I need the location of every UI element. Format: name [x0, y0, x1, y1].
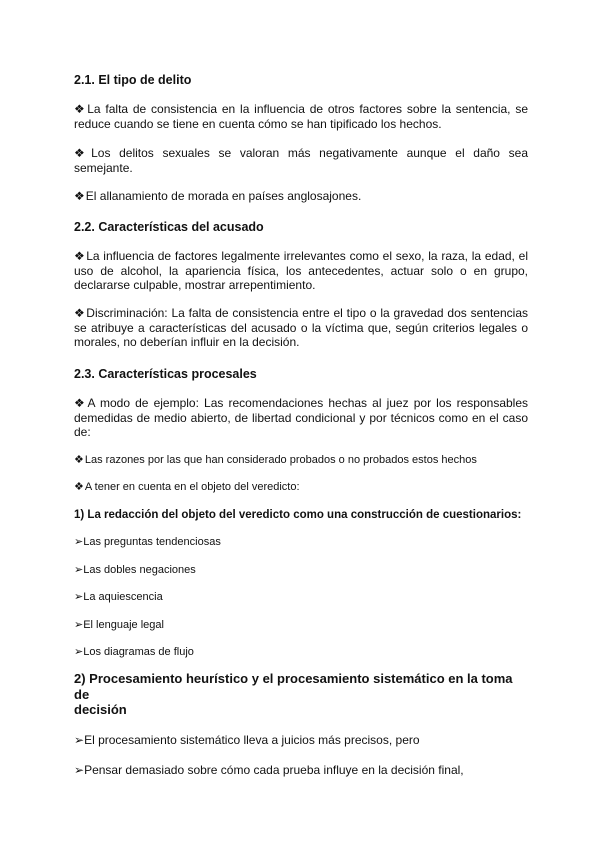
diamond-bullet-icon: ❖	[74, 249, 86, 263]
diamond-bullet-icon: ❖	[74, 454, 84, 466]
diamond-bullet-icon: ❖	[74, 102, 87, 116]
diamond-bullet-icon: ❖	[74, 306, 86, 320]
list-item: ➢El procesamiento sistemático lleva a juicios más precisos, pero	[74, 733, 420, 747]
list-item: ➢Las dobles negaciones	[74, 564, 196, 576]
list-item: ➢Pensar demasiado sobre cómo cada prueba influye en la decisión final,	[74, 763, 464, 777]
list-item: ❖El allanamiento de morada en países anglosajones.	[74, 189, 362, 203]
list-item: ❖La influencia de factores legalmente irrelevantes como el sexo, la raza, la edad, el uso de alcohol, la apariencia física, los antecedentes, actuar solo o en grupo, declararse culpable, mostrar arrepentimiento.	[74, 249, 528, 292]
subsection-heading-procesamiento-cont: decisión	[74, 702, 127, 717]
subsection-heading-procesamiento: 2) Procesamiento heurístico y el procesamiento sistemático en la toma de	[74, 671, 513, 702]
diamond-bullet-icon: ❖	[74, 189, 85, 203]
list-item: ❖Discriminación: La falta de consistencia entre el tipo o la gravedad dos sentencias se atribuye a características del acusado o la víctima que, según criterios legales o morales, no deberían influir en la decisión.	[74, 306, 528, 349]
list-item: ➢El lenguaje legal	[74, 619, 164, 631]
section-heading-tipo-delito: 2.1. El tipo de delito	[74, 73, 192, 87]
diamond-bullet-icon: ❖	[74, 396, 87, 410]
diamond-bullet-icon: ❖	[74, 481, 84, 493]
arrow-bullet-icon: ➢	[74, 564, 84, 576]
arrow-bullet-icon: ➢	[74, 591, 84, 603]
arrow-bullet-icon: ➢	[74, 536, 84, 548]
subsection-heading-redaccion: 1) La redacción del objeto del veredicto como una construcción de cuestionarios:	[74, 509, 522, 521]
list-item: ❖A modo de ejemplo: Las recomendaciones hechas al juez por los responsables demedidas de medio abierto, de libertad condicional y por técnicos como en el caso de:	[74, 396, 529, 439]
list-item: ❖A tener en cuenta en el objeto del veredicto:	[74, 481, 300, 493]
list-item: ➢La aquiescencia	[74, 591, 163, 603]
list-item: ➢Las preguntas tendenciosas	[74, 536, 221, 548]
section-heading-caracteristicas-acusado: 2.2. Características del acusado	[74, 220, 264, 234]
diamond-bullet-icon: ❖	[74, 146, 91, 160]
arrow-bullet-icon: ➢	[74, 763, 85, 777]
list-item: ➢Los diagramas de flujo	[74, 646, 194, 658]
arrow-bullet-icon: ➢	[74, 733, 85, 747]
arrow-bullet-icon: ➢	[74, 619, 84, 631]
arrow-bullet-icon: ➢	[74, 646, 84, 658]
list-item: ❖Los delitos sexuales se valoran más negativamente aunque el daño sea semejante.	[74, 146, 528, 175]
section-heading-caracteristicas-procesales: 2.3. Características procesales	[74, 367, 257, 381]
list-item: ❖Las razones por las que han considerado probados o no probados estos hechos	[74, 454, 477, 466]
list-item: ❖La falta de consistencia en la influencia de otros factores sobre la sentencia, se reduce cuando se tiene en cuenta cómo se han tipificado los hechos.	[74, 102, 528, 131]
